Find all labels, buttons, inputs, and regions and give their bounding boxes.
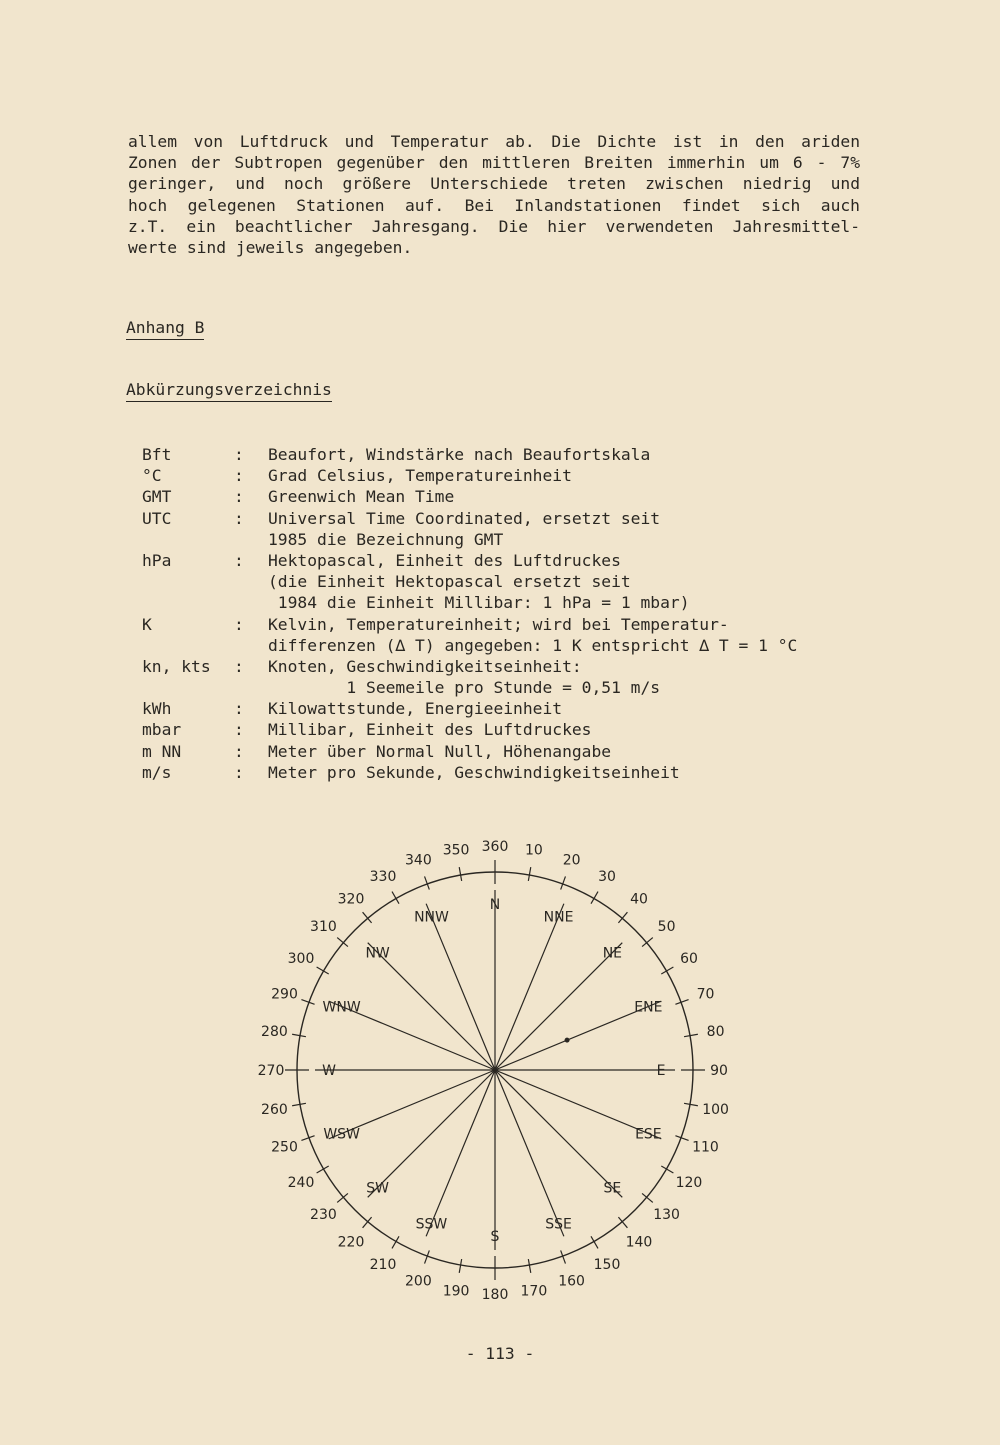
compass-degree-label: 290	[271, 986, 298, 1003]
compass-degree-label: 30	[598, 869, 616, 886]
abbreviation-row	[142, 657, 797, 678]
compass-degree-label: 360	[481, 839, 509, 855]
abbreviation-term: kn, kts	[142, 656, 211, 676]
compass-degree-tick	[684, 1034, 698, 1036]
abbreviation-row	[142, 636, 797, 657]
abbreviation-row	[142, 678, 797, 699]
paragraph-line: allem von Luftdruck und Temperatur ab. Die Dichte ist in den ariden	[128, 132, 860, 151]
abbreviation-definition: Hektopascal, Einheit des Luftdruckes	[268, 550, 621, 570]
abbreviation-row	[142, 720, 797, 741]
abbreviation-row	[142, 763, 797, 784]
abbreviation-row	[142, 699, 797, 720]
compass-direction-label: SSW	[415, 1216, 448, 1233]
paragraph-line: geringer, und noch größere Unterschiede treten zwischen niedrig und	[128, 174, 860, 194]
compass-direction-label: SE	[603, 1180, 622, 1197]
abbreviation-definition: Kelvin, Temperatureinheit; wird bei Temperatur-	[268, 614, 729, 634]
compass-degree-label: 320	[337, 891, 365, 908]
compass-direction-line	[426, 904, 495, 1070]
paragraph-line: hoch gelegenen Stationen auf. Bei Inlandstationen findet sich auch	[128, 195, 860, 215]
abbreviation-separator: :	[234, 762, 244, 782]
abbreviation-row	[142, 487, 797, 508]
abbreviation-term: hPa	[142, 550, 172, 570]
abbreviation-separator: :	[234, 508, 244, 528]
abbreviation-term: mbar	[142, 720, 182, 740]
paragraph-line: werte sind jeweils angegeben.	[128, 237, 413, 257]
abbreviation-term: Bft	[142, 445, 172, 464]
paragraph-line: z.T. ein beachtlicher Jahresgang. Die hier verwendeten Jahresmittel-	[128, 216, 860, 236]
abbreviation-definition: Kilowattstunde, Energieeinheit	[268, 699, 563, 719]
abbreviations-heading: Abkürzungsverzeichnis	[126, 380, 332, 402]
abbreviation-separator: :	[234, 720, 244, 740]
abbreviation-definition: 1 Seemeile pro Stunde = 0,51 m/s	[268, 678, 661, 698]
compass-direction-line	[368, 943, 495, 1070]
abbreviation-row	[142, 742, 797, 763]
compass-degree-label: 120	[675, 1175, 703, 1191]
compass-degree-label: 90	[710, 1063, 728, 1079]
compass-degree-label: 350	[442, 842, 470, 859]
abbreviation-definition: differenzen (∆ T) angegeben: 1 K entspricht ∆ T = 1 °C	[268, 635, 798, 655]
abbreviation-row	[142, 445, 797, 466]
appendix-heading: Anhang B	[126, 318, 204, 340]
compass-direction-label: ESE	[635, 1126, 662, 1143]
compass-degree-label: 190	[442, 1283, 470, 1300]
compass-marker-dot	[565, 1038, 570, 1043]
abbreviation-definition: (die Einheit Hektopascal ersetzt seit	[268, 572, 631, 592]
compass-degree-tick	[528, 867, 530, 881]
abbreviation-row	[142, 530, 797, 551]
abbreviation-row	[142, 466, 797, 487]
abbreviation-separator: :	[234, 656, 244, 676]
abbreviation-separator: :	[234, 466, 244, 486]
abbreviation-definition: Millibar, Einheit des Luftdruckes	[268, 720, 592, 740]
compass-degree-label: 60	[680, 951, 698, 967]
compass-direction-label: ENE	[634, 999, 663, 1016]
abbreviation-term: m NN	[142, 741, 182, 761]
abbreviation-term: °C	[142, 466, 162, 486]
compass-degree-label: 300	[287, 951, 315, 967]
compass-degree-label: 180	[481, 1287, 509, 1303]
paragraph-line: Zonen der Subtropen gegenüber den mittleren Breiten immerhin um 6 - 7%	[128, 153, 860, 173]
abbreviation-separator	[234, 530, 268, 551]
abbreviation-term	[142, 572, 234, 593]
abbreviation-row	[142, 615, 797, 636]
abbreviation-separator	[234, 678, 268, 699]
compass-degree-label: 250	[271, 1139, 298, 1156]
compass-degree-tick	[292, 1103, 306, 1105]
compass-direction-label: SW	[366, 1180, 389, 1197]
compass-degree-label: 50	[657, 919, 676, 936]
abbreviation-term	[142, 530, 234, 551]
abbreviation-definition: Universal Time Coordinated, ersetzt seit	[268, 508, 661, 528]
abbreviation-separator: :	[234, 699, 244, 719]
compass-direction-line	[495, 904, 564, 1070]
compass-direction-line	[368, 1070, 495, 1197]
compass-degree-label: 270	[257, 1063, 285, 1079]
compass-degree-label: 240	[287, 1175, 315, 1191]
compass-direction-label: SSE	[545, 1216, 572, 1233]
abbreviation-separator: :	[234, 487, 244, 507]
abbreviation-term	[142, 636, 234, 657]
compass-degree-label: 170	[520, 1283, 548, 1300]
compass-degree-tick	[459, 1259, 461, 1273]
abbreviation-definition: Knoten, Geschwindigkeitseinheit:	[268, 656, 582, 676]
abbreviation-separator	[234, 636, 268, 657]
abbreviation-table	[142, 445, 797, 784]
abbreviation-row	[142, 509, 797, 530]
compass-degree-label: 230	[310, 1206, 337, 1223]
compass-degree-label: 280	[261, 1024, 288, 1041]
compass-direction-label: NNE	[543, 909, 574, 926]
compass-degree-label: 40	[630, 891, 648, 908]
compass-degree-tick	[528, 1259, 530, 1273]
compass-degree-label: 260	[261, 1101, 288, 1118]
abbreviation-definition: 1984 die Einheit Millibar: 1 hPa = 1 mbar)	[268, 593, 690, 613]
abbreviation-separator: :	[234, 741, 244, 761]
compass-direction-label: WNW	[322, 999, 361, 1016]
abbreviation-definition: 1985 die Bezeichnung GMT	[268, 529, 504, 549]
abbreviation-separator: :	[234, 445, 244, 464]
compass-degree-label: 210	[369, 1256, 397, 1273]
abbreviation-definition: Beaufort, Windstärke nach Beaufortskala	[268, 445, 651, 464]
compass-direction-label: E	[656, 1063, 666, 1079]
compass-direction-label: W	[322, 1063, 336, 1079]
abbreviation-row	[142, 593, 797, 614]
compass-degree-label: 70	[696, 986, 715, 1003]
compass-direction-line	[426, 1070, 495, 1236]
abbreviation-term	[142, 593, 234, 614]
compass-degree-tick	[292, 1034, 306, 1036]
compass-degree-tick	[684, 1103, 698, 1105]
compass-degree-label: 150	[593, 1256, 621, 1273]
abbreviation-separator: :	[234, 614, 244, 634]
compass-degree-label: 340	[405, 852, 432, 869]
abbreviation-term	[142, 678, 234, 699]
compass-degree-label: 110	[692, 1139, 719, 1156]
compass-direction-line	[495, 1070, 564, 1236]
page-number: - 113 -	[465, 1344, 535, 1363]
compass-degree-label: 160	[558, 1273, 585, 1290]
abbreviation-row	[142, 572, 797, 593]
abbreviation-term: K	[142, 614, 152, 634]
compass-degree-label: 80	[706, 1024, 725, 1041]
compass-direction-label: NE	[602, 945, 623, 962]
compass-degree-label: 10	[524, 842, 543, 859]
compass-degree-label: 220	[337, 1234, 365, 1251]
compass-direction-line	[495, 943, 622, 1070]
compass-degree-label: 310	[310, 919, 337, 936]
wind-rose-diagram	[250, 830, 750, 1310]
compass-degree-label: 330	[369, 869, 397, 886]
abbreviation-term: UTC	[142, 508, 172, 528]
compass-direction-label: N	[489, 897, 501, 913]
abbreviation-term: m/s	[142, 762, 172, 782]
compass-degree-tick	[459, 867, 461, 881]
intro-paragraph	[128, 131, 860, 258]
abbreviation-definition: Grad Celsius, Temperatureinheit	[268, 466, 572, 486]
compass-direction-label: NW	[365, 945, 390, 962]
compass-degree-label: 130	[653, 1206, 680, 1223]
abbreviation-definition: Meter über Normal Null, Höhenangabe	[268, 741, 612, 761]
compass-direction-label: WSW	[323, 1126, 360, 1143]
abbreviation-separator	[234, 572, 268, 593]
abbreviation-definition: Meter pro Sekunde, Geschwindigkeitseinheit	[268, 762, 680, 782]
compass-direction-label: S	[490, 1229, 500, 1245]
compass-direction-label: NNW	[414, 909, 449, 926]
abbreviation-row	[142, 551, 797, 572]
compass-degree-label: 200	[405, 1273, 432, 1290]
abbreviation-term: kWh	[142, 699, 172, 719]
compass-degree-label: 140	[625, 1234, 653, 1251]
abbreviation-definition: Greenwich Mean Time	[268, 487, 455, 507]
abbreviation-separator: :	[234, 550, 244, 570]
compass-direction-line	[495, 1070, 622, 1197]
abbreviation-separator	[234, 593, 268, 614]
compass-degree-label: 20	[562, 852, 581, 869]
abbreviation-term: GMT	[142, 487, 172, 507]
compass-degree-label: 100	[702, 1101, 729, 1118]
